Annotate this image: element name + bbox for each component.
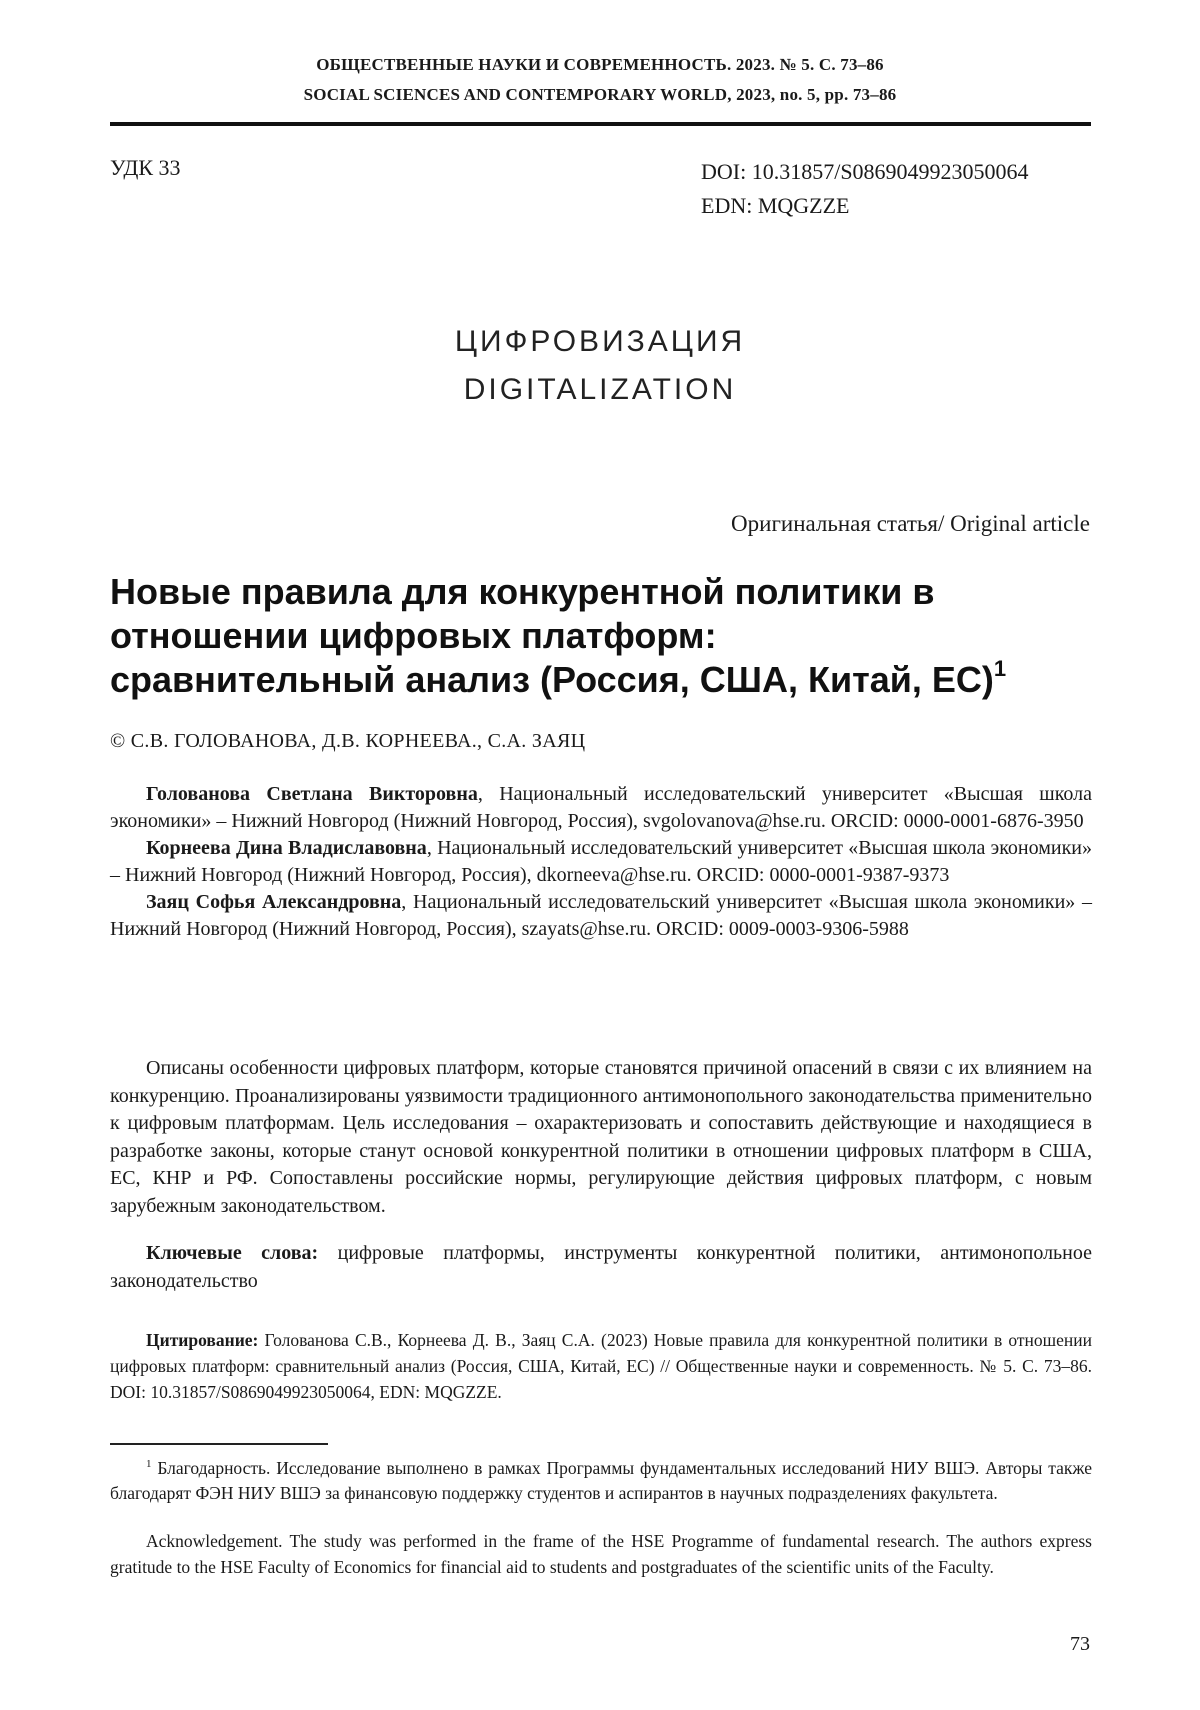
author-details: , Национальный исследовательский университет «Высшая школа экономики» – Нижний Новгород (Нижний Новгород, Россия), szayats@hse.ru. ORCID: 0009-0003-9306-5988 xyxy=(110,891,1092,940)
section-heading-en: DIGITALIZATION xyxy=(463,373,737,406)
journal-line-en: SOCIAL SCIENCES AND CONTEMPORARY WORLD, 2023, no. 5, pp. 73–86 xyxy=(303,85,897,104)
footnote-number: 1 xyxy=(146,1458,152,1470)
journal-line-ru: ОБЩЕСТВЕННЫЕ НАУКИ И СОВРЕМЕННОСТЬ. 2023. № 5. С. 73–86 xyxy=(316,55,884,74)
author-list xyxy=(110,781,1092,943)
keywords-label: Ключевые слова: xyxy=(146,1242,319,1264)
author-name: Заяц Софья Александровна xyxy=(146,891,402,913)
article-type: Оригинальная статья/ Original article xyxy=(731,511,1090,536)
section-heading xyxy=(110,318,1090,414)
header-rule xyxy=(110,122,1091,126)
author-details: , Национальный исследовательский университет «Высшая школа экономики» – Нижний Новгород (Нижний Новгород, Россия), svgolovanova@hse.ru. ORCID: 0000-0001-6876-3950 xyxy=(110,783,1092,832)
footnote-ru xyxy=(110,1452,1092,1507)
author-entry xyxy=(110,889,1092,943)
citation-label: Цитирование: xyxy=(146,1330,259,1350)
author-details: , Национальный исследовательский университет «Высшая школа экономики» – Нижний Новгород (Нижний Новгород, Россия), dkorneeva@hse.ru. ORCID: 0000-0001-9387-9373 xyxy=(110,837,1092,886)
citation-text: Голованова С.В., Корнеева Д. В., Заяц С.А. (2023) Новые правила для конкурентной политики в отношении цифровых платформ: сравнительный анализ (Россия, США, Китай, ЕС) // Общественные науки и современность. № 5. С. 73–86. DOI: 10.31857/S0869049923050064, EDN: MQGZZE. xyxy=(110,1330,1092,1402)
footnote-marker[interactable]: 1 xyxy=(993,656,1007,681)
author-name: Голованова Светлана Викторовна xyxy=(146,783,478,805)
author-entry xyxy=(110,781,1092,835)
section-heading-ru: ЦИФРОВИЗАЦИЯ xyxy=(454,325,746,358)
abstract: Описаны особенности цифровых платформ, которые становятся причиной опасений в связи с их влиянием на конкуренцию. Проанализированы уязвимости традиционного антимонопольного законодательства применительно к цифровым платформам. Цель исследования – охарактеризовать и сопоставить действующие и находящиеся в разработке законы, которые станут основой конкурентной политики в отношении цифровых платформ в США, ЕС, КНР и РФ. Сопоставлены российские нормы, регулирующие действия цифровых платформ, с новым зарубежным законодательством. xyxy=(110,1057,1092,1217)
author-entry xyxy=(110,835,1092,889)
author-name: Корнеева Дина Владиславовна xyxy=(146,837,427,859)
edn-code: EDN: MQGZZE xyxy=(701,193,850,218)
footnote-rule xyxy=(110,1443,328,1445)
page-number: 73 xyxy=(1070,1633,1090,1655)
udk-code: УДК 33 xyxy=(110,155,181,180)
keywords xyxy=(110,1240,1092,1295)
journal-header xyxy=(110,50,1090,110)
article-title xyxy=(110,570,1095,702)
doi-link[interactable]: DOI: 10.31857/S0869049923050064 xyxy=(701,159,1029,184)
article-title-line-2: отношении цифровых платформ: xyxy=(110,615,717,656)
article-title-line-1: Новые правила для конкурентной политики в xyxy=(110,571,935,612)
footnote-en: Acknowledgement. The study was performed in the frame of the HSE Programme of fundamental research. The authors express gratitude to the HSE Faculty of Economics for financial aid to students and postgraduates of the scientific units of the Faculty. xyxy=(110,1531,1092,1577)
keywords-text: цифровые платформы, инструменты конкурентной политики, антимонопольное законодательство xyxy=(110,1242,1092,1292)
copyright-line: © С.В. ГОЛОВАНОВА, Д.В. КОРНЕЕВА., С.А. ЗАЯЦ xyxy=(110,730,586,752)
footnote-ru-text: Благодарность. Исследование выполнено в рамках Программы фундаментальных исследований НИУ ВШЭ. Авторы также благодарят ФЭН НИУ ВШЭ за финансовую поддержку студентов и аспирантов в научных подразделениях факультета. xyxy=(110,1457,1093,1504)
citation xyxy=(110,1327,1092,1405)
identifier-block xyxy=(701,155,1029,223)
article-title-line-3: сравнительный анализ (Россия, США, Китай, ЕС) xyxy=(110,659,994,700)
